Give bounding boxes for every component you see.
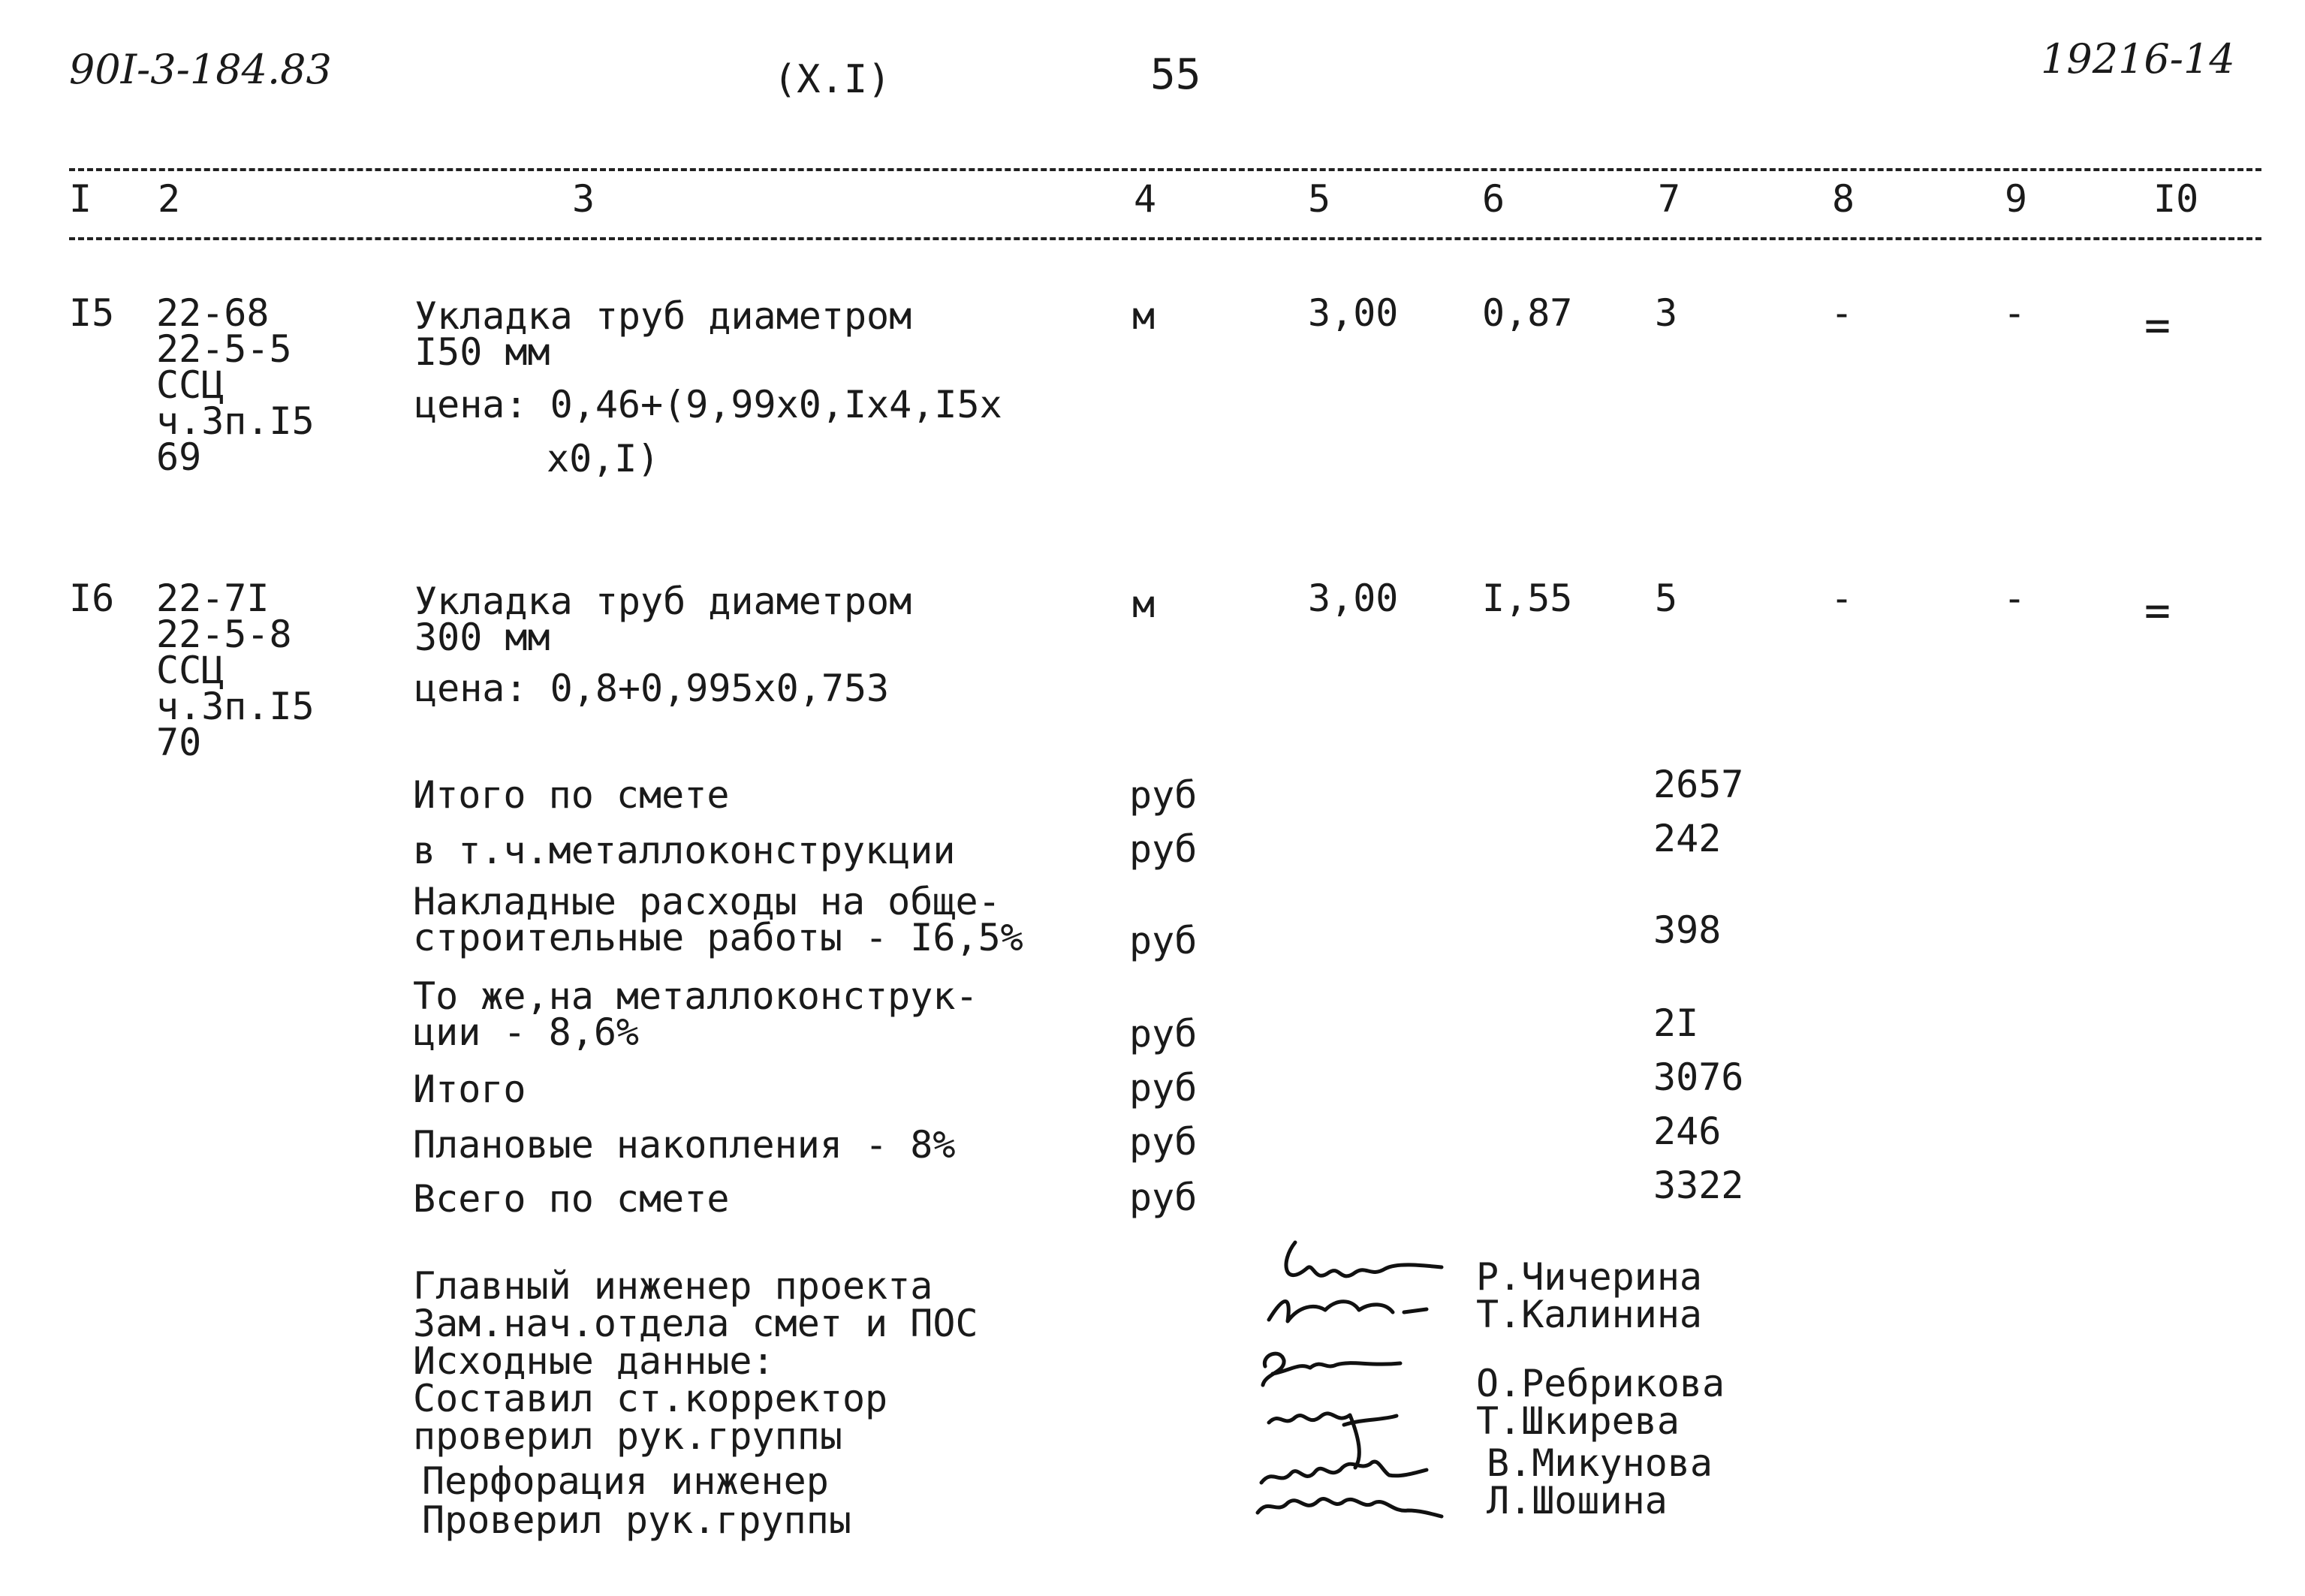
signature-role: Зам.нач.отдела смет и ПОС	[413, 1302, 978, 1345]
row-col8: -	[1830, 577, 1854, 620]
row-description: 300 мм	[414, 616, 550, 659]
signature-name: Л.Шошина	[1487, 1479, 1668, 1522]
total-label: Накладные расходы на обще-	[413, 880, 1001, 923]
row-description: Укладка труб диаметром	[414, 294, 912, 338]
code-line: 22-7I	[156, 577, 270, 620]
row-number: I6	[69, 577, 115, 620]
signature-name: В.Микунова	[1487, 1441, 1713, 1485]
row-unit: м	[1132, 294, 1156, 338]
row-col7: 5	[1655, 577, 1678, 620]
row-col6: 0,87	[1482, 291, 1573, 335]
total-unit: руб	[1129, 1012, 1198, 1055]
row-unit: м	[1132, 583, 1156, 626]
row-number: I5	[69, 291, 115, 335]
row-quantity: 3,00	[1308, 291, 1399, 335]
signature-name: О.Ребрикова	[1476, 1362, 1725, 1405]
column-header: 5	[1308, 177, 1331, 221]
total-label: Итого	[413, 1068, 526, 1111]
total-value: 3076	[1653, 1055, 1744, 1099]
column-header: 8	[1832, 177, 1855, 221]
row-description: I50 мм	[414, 330, 550, 374]
total-value: 246	[1653, 1110, 1722, 1153]
signature-role: Главный инженер проекта	[413, 1264, 933, 1308]
page-number: 55	[1150, 50, 1201, 99]
row-col7: 3	[1655, 291, 1678, 335]
code-line: 69	[156, 435, 202, 479]
total-unit: руб	[1129, 1120, 1198, 1164]
row-price-formula: цена: 0,8+0,995х0,753	[414, 667, 890, 710]
total-unit: руб	[1129, 1176, 1198, 1219]
signature-chicherina	[1286, 1242, 1442, 1276]
total-label: То же,на металлоконструк-	[413, 974, 978, 1018]
code-line: 22-5-5	[156, 327, 292, 371]
column-header: 2	[158, 177, 181, 221]
column-header: I0	[2153, 177, 2199, 221]
total-value: 398	[1653, 908, 1722, 952]
column-header: 7	[1658, 177, 1681, 221]
signature-shkireva	[1269, 1414, 1397, 1468]
signature-name: Т.Шкирева	[1476, 1399, 1680, 1443]
row-price-formula: цена: 0,46+(9,99х0,Iх4,I5х	[414, 383, 1002, 426]
signature-name: Т.Калинина	[1476, 1293, 1703, 1336]
total-label: в т.ч.металлоконструкции	[413, 829, 956, 872]
total-value: 242	[1653, 817, 1722, 860]
code-line: ч.3п.I5	[156, 685, 315, 728]
row-quantity: 3,00	[1308, 577, 1399, 620]
signature-role: Составил ст.корректор	[413, 1377, 888, 1420]
total-label: ции - 8,6%	[413, 1010, 640, 1054]
row-col10: =	[2144, 300, 2171, 351]
total-value: 3322	[1653, 1164, 1744, 1207]
document-code: 90I-3-184.83	[69, 46, 332, 93]
column-header: 9	[2005, 177, 2028, 221]
row-col9: -	[2003, 291, 2026, 335]
code-line: ССЦ	[156, 363, 224, 407]
signature-kalinina	[1269, 1301, 1427, 1321]
column-header: 3	[572, 177, 595, 221]
total-unit: руб	[1129, 773, 1198, 817]
row-col8: -	[1830, 291, 1854, 335]
total-unit: руб	[1129, 919, 1198, 962]
row-price-formula: х0,I)	[547, 437, 660, 480]
total-label: строительные работы - I6,5%	[413, 916, 1023, 959]
header-top-rule	[69, 168, 2261, 171]
code-line: 22-5-8	[156, 613, 292, 656]
signature-rebrikova	[1263, 1354, 1400, 1385]
signature-role: Исходные данные:	[413, 1339, 775, 1383]
code-line: 70	[156, 721, 202, 764]
column-header: I	[69, 177, 92, 221]
column-header: 6	[1482, 177, 1505, 221]
total-value: 2657	[1653, 763, 1744, 806]
row-col10: =	[2144, 585, 2171, 636]
total-unit: руб	[1129, 1066, 1198, 1110]
row-col6: I,55	[1482, 577, 1573, 620]
total-label: Итого по смете	[413, 773, 730, 817]
signature-role: Проверил рук.группы	[422, 1498, 851, 1542]
column-header: 4	[1134, 177, 1157, 221]
header-bottom-rule	[69, 237, 2261, 240]
row-description: Укладка труб диаметром	[414, 580, 912, 623]
code-line: 22-68	[156, 291, 270, 335]
code-line: ч.3п.I5	[156, 399, 315, 443]
sheet-code: 19216-14	[2041, 35, 2235, 83]
total-label: Всего по смете	[413, 1177, 730, 1221]
signature-role: проверил рук.группы	[413, 1414, 842, 1458]
total-value: 2I	[1653, 1001, 1699, 1045]
signature-shoshina	[1258, 1499, 1442, 1516]
signature-name: Р.Чичерина	[1476, 1255, 1703, 1299]
total-unit: руб	[1129, 827, 1198, 871]
row-col9: -	[2003, 577, 2026, 620]
signature-role: Перфорация инженер	[422, 1459, 829, 1503]
code-line: ССЦ	[156, 649, 224, 692]
signature-mikunova	[1261, 1462, 1427, 1483]
total-label: Плановые накопления - 8%	[413, 1123, 956, 1167]
handwritten-signatures	[1239, 1231, 1487, 1531]
section-number: (X.I)	[773, 57, 891, 102]
